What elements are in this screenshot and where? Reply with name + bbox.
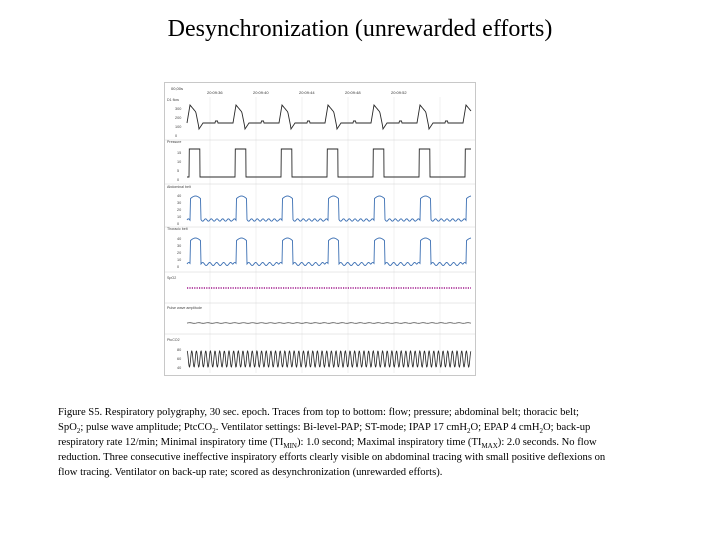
flow-trace bbox=[187, 105, 471, 129]
scale-pressure-2: 10 bbox=[177, 160, 182, 164]
timestamp-2: 20:09:40 bbox=[253, 90, 269, 95]
timestamp-3: 20:09:44 bbox=[299, 90, 315, 95]
timestamp-1: 20:09:36 bbox=[207, 90, 223, 95]
pressure-trace bbox=[187, 149, 471, 177]
caption-line-5: flow tracing. Ventilator on back-up rate; scored as desynchronization (unrewarded efforts). bbox=[58, 467, 443, 478]
caption-line-2: SpO$_2$; pulse wave amplitude; PtcCO$_2$. Ventilator settings: Bi-level-PAP; ST-mode; IPAP 17 cmH$_2$O; EPAP 4 cmH$_2$O; back-up bbox=[58, 422, 591, 436]
channel-separators bbox=[165, 140, 475, 334]
scale-abdominal-5: 0 bbox=[177, 222, 180, 226]
scale-flow-2: 200 bbox=[175, 116, 182, 120]
scale-abdominal-1: 40 bbox=[177, 194, 182, 198]
scale-thoracic-1: 40 bbox=[177, 237, 182, 241]
scale-ptcco2-1: 80 bbox=[177, 348, 182, 352]
scale-pressure-3: 5 bbox=[177, 169, 180, 173]
caption-line-1: Figure S5. Respiratory polygraphy, 30 sec. epoch. Traces from top to bottom: flow; pressure; abdominal belt; thoracic belt; bbox=[58, 407, 579, 418]
channel-label-pulse: Pulse wave amplitude bbox=[167, 306, 202, 310]
scale-flow-3: 100 bbox=[175, 125, 182, 129]
scale-thoracic-5: 0 bbox=[177, 265, 180, 269]
scale-ptcco2-3: 40 bbox=[177, 366, 182, 370]
scale-thoracic-2: 30 bbox=[177, 244, 182, 248]
channel-label-thoracic: Thoracic belt bbox=[167, 227, 188, 231]
pulse-wave-trace bbox=[187, 323, 471, 324]
scale-abdominal-3: 20 bbox=[177, 208, 182, 212]
scale-ptcco2-2: 60 bbox=[177, 357, 182, 361]
time-gridlines bbox=[210, 97, 440, 373]
slide-title: Desynchronization (unrewarded efforts) bbox=[167, 16, 553, 42]
figure-caption bbox=[58, 405, 710, 480]
timestamp-4: 20:09:48 bbox=[345, 90, 361, 95]
channel-label-pressure: Pressure bbox=[167, 140, 182, 144]
caption-line-3: respiratory rate 12/min; Minimal inspiratory time $(TI_{MIN})$: 1.0 second; Maximal inspiratory time $(TI_{MAX})$: 2.0 seconds. No flow bbox=[58, 437, 597, 451]
abdominal-belt-trace bbox=[187, 196, 471, 221]
scale-pressure-1: 15 bbox=[177, 151, 182, 155]
scale-flow-4: 0 bbox=[175, 134, 178, 138]
scale-thoracic-3: 20 bbox=[177, 251, 182, 255]
scale-thoracic-4: 10 bbox=[177, 258, 182, 262]
scale-abdominal-4: 10 bbox=[177, 215, 182, 219]
channel-label-spo2: SpO2 bbox=[167, 276, 177, 280]
channel-label-ptcco2: PtcCO2 bbox=[167, 338, 180, 342]
caption-line-4: reduction. Three consecutive ineffective inspiratory efforts clearly visible on abdominal tracing with small positive deflexions on bbox=[58, 452, 606, 463]
channel-label-flow: D1 flow bbox=[167, 98, 179, 102]
ptcco2-trace bbox=[187, 351, 471, 367]
polygraphy-traces bbox=[165, 83, 475, 375]
polygraphy-figure bbox=[164, 82, 476, 376]
channel-label-abdominal: Abdominal belt bbox=[167, 185, 191, 189]
scale-pressure-4: 0 bbox=[177, 178, 180, 182]
thoracic-belt-trace bbox=[187, 238, 471, 265]
corner-label: 00,00s bbox=[171, 86, 184, 91]
scale-flow-1: 300 bbox=[175, 107, 182, 111]
timestamp-5: 20:09:52 bbox=[391, 90, 407, 95]
scale-abdominal-2: 30 bbox=[177, 201, 182, 205]
